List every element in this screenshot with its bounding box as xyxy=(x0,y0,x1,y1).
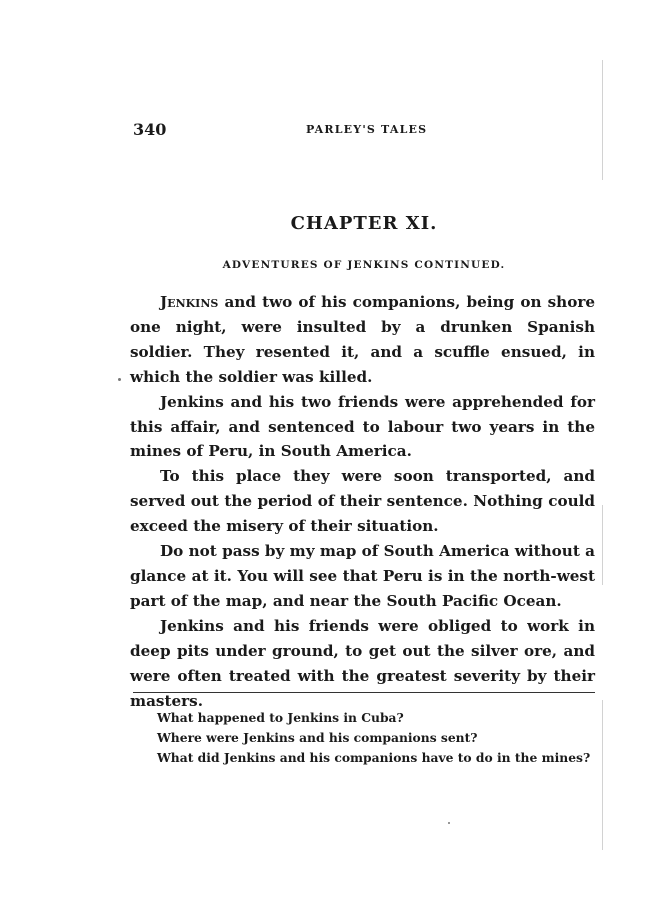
paragraph xyxy=(130,464,595,539)
page-edge-line-bottom xyxy=(602,700,603,850)
page-number: 340 xyxy=(133,120,167,139)
body-text xyxy=(130,290,595,713)
question-item: Where were Jenkins and his companions sent? xyxy=(157,730,478,745)
page-speck xyxy=(448,822,450,824)
paragraph-text: Do not pass by my map of South America without a glance at it. You will see that Peru is in the north-west part of the map, and near the South Pacific Ocean. xyxy=(130,542,595,610)
running-title: PARLEY'S TALES xyxy=(306,123,428,136)
review-questions xyxy=(157,708,602,768)
paragraph xyxy=(130,614,595,714)
question-item: What did Jenkins and his companions have to do in the mines? xyxy=(157,750,591,765)
paragraph-text: Jenkins and his friends were obliged to work in deep pits under ground, to get out the silver ore, and were often treated with the greatest severity by their masters. xyxy=(130,616,595,710)
paragraph-lead-word: Jenkins xyxy=(160,293,219,311)
page-header xyxy=(133,120,595,142)
chapter-title: CHAPTER XI. xyxy=(290,213,438,234)
paragraph-text: To this place they were soon transported, and served out the period of their sentence. Nothing could exceed the misery of their situation. xyxy=(130,467,595,536)
page-edge-line-top xyxy=(602,60,603,180)
horizontal-rule xyxy=(133,692,595,693)
paragraph-text: Jenkins and his two friends were apprehended for this affair, and sentenced to labour two years in the mines of Peru, in South America. xyxy=(130,392,595,461)
paragraph xyxy=(130,290,595,390)
paragraph xyxy=(130,539,595,614)
page-edge-line-middle xyxy=(602,505,603,585)
paragraph-text: and two of his companions, being on shore one night, were insulted by a drunken Spanish soldier. They resented it, and a scuffle ensued, in which the soldier was killed. xyxy=(130,293,595,386)
question-item: What happened to Jenkins in Cuba? xyxy=(157,710,404,725)
chapter-subtitle: ADVENTURES OF JENKINS CONTINUED. xyxy=(222,259,506,271)
page-speck xyxy=(118,378,121,381)
paragraph xyxy=(130,390,595,465)
